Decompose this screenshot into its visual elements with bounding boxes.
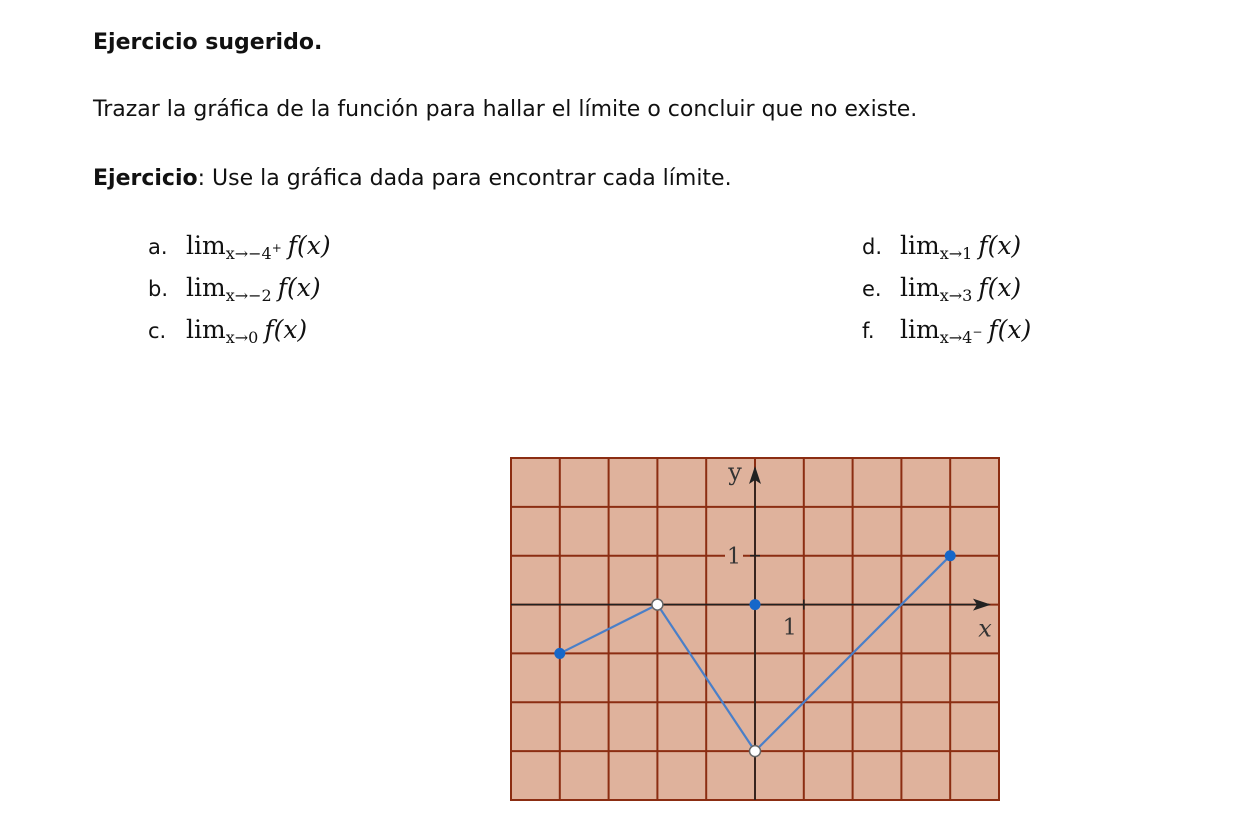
exercise-heading: Ejercicio sugerido. (93, 30, 323, 55)
closed-point (750, 599, 761, 610)
y-tick-label: 1 (727, 544, 741, 570)
function-graph (509, 456, 1001, 802)
item-letter: d. (862, 235, 883, 259)
limit-expression: $\lim_{x\to 1} f(x)$ (900, 231, 1022, 263)
exercise-statement (93, 166, 732, 191)
x-tick-label: 1 (782, 615, 797, 641)
exercise-label: Ejercicio (93, 166, 198, 191)
limit-item-f (862, 315, 1031, 351)
item-letter: b. (148, 277, 169, 301)
limit-item-d (862, 231, 1021, 267)
exercise-text: : Use la gráfica dada para encontrar cada límite. (197, 166, 732, 191)
limit-item-e (862, 273, 1021, 309)
limit-item-a (148, 231, 331, 267)
item-letter: a. (148, 235, 168, 259)
closed-point (554, 648, 565, 659)
limit-expression: $\lim_{x\to 0} f(x)$ (186, 315, 308, 347)
limit-expression: $\lim_{x\to 4^-} f(x)$ (900, 315, 1032, 347)
limit-item-b (148, 273, 321, 309)
item-letter: e. (862, 277, 882, 301)
closed-point (945, 550, 956, 561)
item-letter: f. (862, 319, 875, 343)
limit-expression: $\lim_{x\to-2} f(x)$ (186, 273, 321, 305)
instruction-text: Trazar la gráfica de la función para hallar el límite o concluir que no existe. (93, 97, 918, 122)
x-axis-label: x (978, 614, 992, 643)
y-axis-label: y (728, 458, 742, 486)
item-letter: c. (148, 319, 167, 343)
limit-expression: $\lim_{x\to 3} f(x)$ (900, 273, 1022, 305)
limit-expression: $\lim_{x\to-4^+} f(x)$ (186, 231, 331, 263)
open-point (750, 746, 761, 757)
limit-item-c (148, 315, 307, 351)
open-point (652, 599, 663, 610)
